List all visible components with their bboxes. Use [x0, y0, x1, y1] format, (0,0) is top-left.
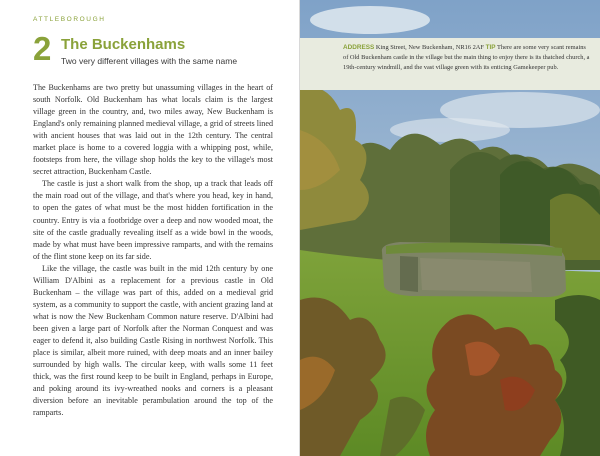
- address-label: ADDRESS: [343, 44, 375, 51]
- chapter-title: The Buckenhams: [61, 36, 186, 53]
- body-paragraph: The Buckenhams are two pretty but unassuming villages in the heart of south Norfolk. Old Buckenham has what locals claim is the largest village green in the country, and, two miles away, New Buckenham is England's only remaining planned medieval village, a grid of streets lined with ancient houses that was laid out in the 12th century. The central market place is home to a covered loggia with a whipping post, while, footsteps from here, the village shop holds the key to the village's most secret attraction, Buckenham Castle.: [33, 83, 273, 177]
- body-paragraph: Like the village, the castle was built in the mid 12th century by one William D'Albini as a replacement for a previous castle in Old Buckenham – the village was part of this, added on a medieval grid system, as a community to support the castle, with ancient grazing land at what is now the New Buckenham Common nature reserve. D'Albini had been given a large part of Norfolk after the Norman Conquest and was eager to defend it, also building Castle Rising in northwest Norfolk. This place is similar, albeit more ruined, with deep moats and an inner bailey surrounded by high walls. The circular keep, with walls some 11 feet thick, was the first round keep to be built in England, perhaps in Europe, and poking around its ivy-wreathed nooks and corners is a pleasant diversion before an inevitable perambulation around the top of the ramparts.: [33, 263, 273, 418]
- chapter-subtitle: Two very different villages with the same name: [61, 56, 238, 66]
- running-head: ATTLEBOROUGH: [33, 16, 106, 23]
- address-value: King Street, New Buckenham, NR16 2AF: [375, 44, 484, 51]
- address-text: [343, 43, 591, 72]
- tip-value: There are some very scant remains of Old Buckenham castle in the village but the main thing to enjoy there is its thatched church, a 19th-century windmill, and the vast village green with its enticing Gamekeeper pub.: [343, 44, 590, 71]
- tip-label: TIP: [485, 44, 496, 51]
- chapter-number: 2: [33, 30, 52, 67]
- body-paragraph: The castle is just a short walk from the shop, up a track that leads off the main road out of the village, and that's where you head, key in hand, to open the gates of what must be the most hidden fortification in the country. Entry is via a footbridge over a deep and now wooded moat, the site of the castle gradually revealing itself as a wide bowl in the woods, made by what must have been impressive ramparts, and with the remains of the flint stone keep on its far side.: [33, 179, 273, 261]
- body-text: [33, 82, 273, 419]
